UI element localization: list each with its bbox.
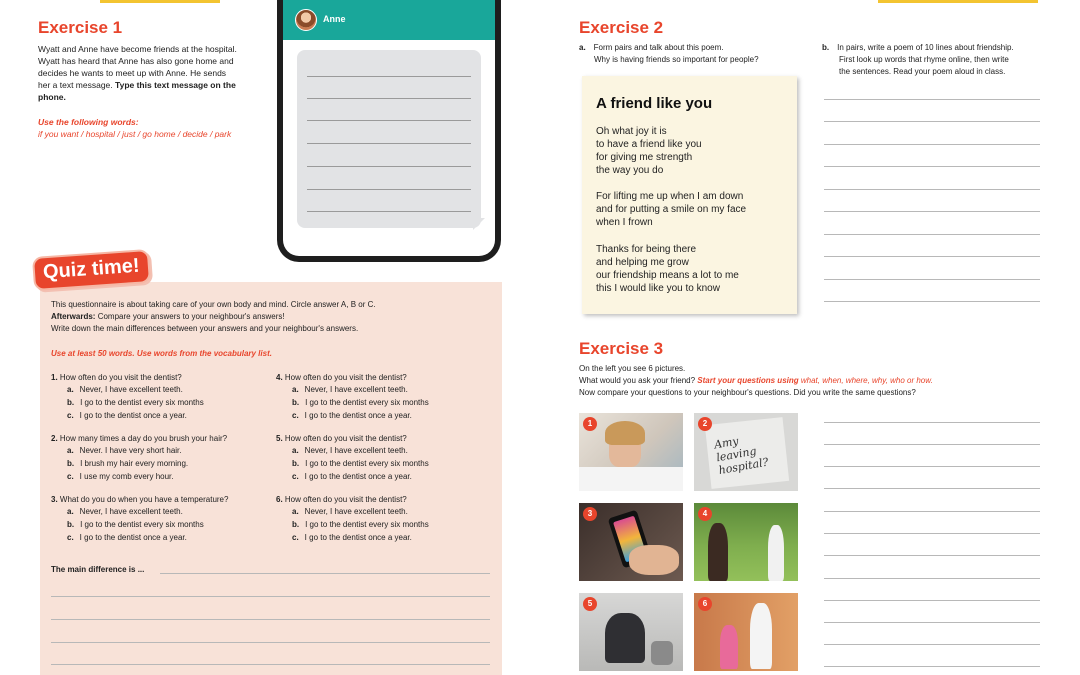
option-6b[interactable]: b. I go to the dentist every six months bbox=[292, 520, 429, 529]
child-figure bbox=[720, 625, 738, 669]
poem-line: our friendship means a lot to me bbox=[596, 270, 739, 281]
option-3c[interactable]: c. I go to the dentist once a year. bbox=[67, 533, 187, 542]
poem-write-line[interactable] bbox=[824, 279, 1040, 280]
question-write-line[interactable] bbox=[824, 533, 1040, 534]
option-1b[interactable]: b. I go to the dentist every six months bbox=[67, 398, 204, 407]
option-4c[interactable]: c. I go to the dentist once a year. bbox=[292, 411, 412, 420]
exercise-2b: b. In pairs, write a poem of 10 lines about friendship. First look up words that rhyme online, then write the sentences. Read your poem aloud in class. bbox=[822, 43, 1014, 76]
option-6c[interactable]: c. I go to the dentist once a year. bbox=[292, 533, 412, 542]
answer-line[interactable] bbox=[51, 619, 490, 620]
picture-number: 5 bbox=[583, 597, 597, 611]
quiz-instruction: Use at least 50 words. Use words from the vocabulary list. bbox=[51, 349, 272, 358]
poem-line: and for putting a smile on my face bbox=[596, 204, 747, 215]
question-5: 5. How often do you visit the dentist? bbox=[276, 434, 407, 443]
option-1c[interactable]: c. I go to the dentist once a year. bbox=[67, 411, 187, 420]
poem-line: and helping me grow bbox=[596, 257, 689, 268]
question-write-line[interactable] bbox=[824, 622, 1040, 623]
write-line[interactable] bbox=[307, 211, 471, 212]
poem-line: For lifting me up when I am down bbox=[596, 191, 744, 202]
answer-line[interactable] bbox=[51, 642, 490, 643]
question-write-line[interactable] bbox=[824, 488, 1040, 489]
exercise-3-intro: On the left you see 6 pictures. What would you ask your friend? Start your questions using what, when, where, why, who or how. Now compare your questions to your neighbour's questions. Did you write the same questions? bbox=[579, 364, 933, 397]
exercise-3-title: Exercise 3 bbox=[579, 339, 664, 358]
option-3b[interactable]: b. I go to the dentist every six months bbox=[67, 520, 204, 529]
poem-write-line[interactable] bbox=[824, 144, 1040, 145]
poem-line: the way you do bbox=[596, 165, 664, 176]
person-right bbox=[768, 525, 784, 581]
write-line[interactable] bbox=[307, 166, 471, 167]
picture-number: 4 bbox=[698, 507, 712, 521]
option-2b[interactable]: b. I brush my hair every morning. bbox=[67, 459, 189, 468]
exercise-2-title: Exercise 2 bbox=[579, 18, 664, 37]
option-5c[interactable]: c. I go to the dentist once a year. bbox=[292, 472, 412, 481]
question-write-line[interactable] bbox=[824, 600, 1040, 601]
question-write-line[interactable] bbox=[824, 511, 1040, 512]
question-2: 2. How many times a day do you brush your hair? bbox=[51, 434, 228, 443]
note-text: Amy leaving hospital? bbox=[713, 434, 770, 478]
quiz-intro: This questionnaire is about taking care of your own body and mind. Circle answer A, B or C. Afterwards: Compare your answers to your neighbour's answers! Write down the main differences between your answers and your neighbour's answers. bbox=[51, 300, 376, 333]
picture-3-phone bbox=[579, 503, 683, 581]
picture-6-door bbox=[694, 593, 798, 671]
question-6: 6. How often do you visit the dentist? bbox=[276, 495, 407, 504]
patient-hair bbox=[605, 421, 645, 445]
poem-write-line[interactable] bbox=[824, 166, 1040, 167]
exercise-2a: a. Form pairs and talk about this poem. Why is having friends so important for people? bbox=[579, 43, 759, 64]
write-line[interactable] bbox=[307, 98, 471, 99]
phone-screen bbox=[283, 0, 495, 256]
exercise-1-intro: Wyatt and Anne have become friends at the hospital. Wyatt has heard that Anne has also gone home and decides he wants to meet up with Anne. He sends her a text message. Type this text message on the phone. bbox=[38, 44, 237, 102]
question-write-line[interactable] bbox=[824, 555, 1040, 556]
poem-line: Oh what joy it is bbox=[596, 126, 667, 137]
option-2a[interactable]: a. Never. I have very short hair. bbox=[67, 446, 182, 455]
top-accent-bar bbox=[100, 0, 220, 3]
question-write-line[interactable] bbox=[824, 422, 1040, 423]
message-bubble[interactable] bbox=[297, 50, 481, 228]
question-write-line[interactable] bbox=[824, 644, 1040, 645]
write-line[interactable] bbox=[307, 76, 471, 77]
question-4: 4. How often do you visit the dentist? bbox=[276, 373, 407, 382]
backpack bbox=[651, 641, 673, 665]
write-line[interactable] bbox=[307, 143, 471, 144]
question-write-line[interactable] bbox=[824, 466, 1040, 467]
poem-write-line[interactable] bbox=[824, 121, 1040, 122]
picture-number: 1 bbox=[583, 417, 597, 431]
contact-name: Anne bbox=[323, 14, 346, 24]
phone-mockup bbox=[277, 0, 501, 262]
adult-figure bbox=[750, 603, 772, 669]
option-1a[interactable]: a. Never, I have excellent teeth. bbox=[67, 385, 183, 394]
chat-header bbox=[283, 0, 495, 40]
option-2c[interactable]: c. I use my comb every hour. bbox=[67, 472, 174, 481]
poem-line: for giving me strength bbox=[596, 152, 693, 163]
write-line[interactable] bbox=[307, 189, 471, 190]
question-write-line[interactable] bbox=[824, 444, 1040, 445]
bed-sheet bbox=[579, 467, 683, 491]
quiz-badge: Quiz time! bbox=[32, 249, 151, 291]
poem-write-line[interactable] bbox=[824, 301, 1040, 302]
person-left bbox=[708, 523, 728, 581]
poem-write-line[interactable] bbox=[824, 189, 1040, 190]
picture-number: 2 bbox=[698, 417, 712, 431]
poem-title: A friend like you bbox=[596, 95, 713, 112]
poem-write-line[interactable] bbox=[824, 211, 1040, 212]
answer-line[interactable] bbox=[160, 573, 490, 574]
top-accent-bar bbox=[878, 0, 1038, 3]
picture-number: 6 bbox=[698, 597, 712, 611]
question-write-line[interactable] bbox=[824, 578, 1040, 579]
answer-line[interactable] bbox=[51, 664, 490, 665]
picture-2-note bbox=[694, 413, 798, 491]
option-5a[interactable]: a. Never, I have excellent teeth. bbox=[292, 446, 408, 455]
question-1: 1. How often do you visit the dentist? bbox=[51, 373, 182, 382]
avatar bbox=[295, 9, 317, 31]
sitting-figure bbox=[605, 613, 645, 663]
exercise-1-title: Exercise 1 bbox=[38, 18, 123, 37]
poem-line: Thanks for being there bbox=[596, 244, 697, 255]
option-6a[interactable]: a. Never, I have excellent teeth. bbox=[292, 507, 408, 516]
picture-number: 3 bbox=[583, 507, 597, 521]
poem-card bbox=[582, 76, 797, 314]
option-4b[interactable]: b. I go to the dentist every six months bbox=[292, 398, 429, 407]
option-4a[interactable]: a. Never, I have excellent teeth. bbox=[292, 385, 408, 394]
poem-write-line[interactable] bbox=[824, 256, 1040, 257]
question-3: 3. What do you do when you have a temperature? bbox=[51, 495, 229, 504]
word-list: if you want / hospital / just / go home / decide / park bbox=[38, 129, 232, 139]
use-words-label: Use the following words: bbox=[38, 117, 139, 127]
answer-line[interactable] bbox=[51, 596, 490, 597]
poem-write-line[interactable] bbox=[824, 234, 1040, 235]
option-3a[interactable]: a. Never, I have excellent teeth. bbox=[67, 507, 183, 516]
picture-1-hospital bbox=[579, 413, 683, 491]
picture-4-park bbox=[694, 503, 798, 581]
bubble-tail bbox=[473, 218, 485, 230]
hand-shape bbox=[629, 545, 679, 575]
poem-line: this I would like you to know bbox=[596, 283, 720, 294]
question-write-line[interactable] bbox=[824, 666, 1040, 667]
write-line[interactable] bbox=[307, 120, 471, 121]
picture-5-sad bbox=[579, 593, 683, 671]
option-5b[interactable]: b. I go to the dentist every six months bbox=[292, 459, 429, 468]
poem-write-line[interactable] bbox=[824, 99, 1040, 100]
poem-line: when I frown bbox=[596, 217, 653, 228]
difference-label: The main difference is ... bbox=[51, 565, 145, 574]
poem-line: to have a friend like you bbox=[596, 139, 702, 150]
